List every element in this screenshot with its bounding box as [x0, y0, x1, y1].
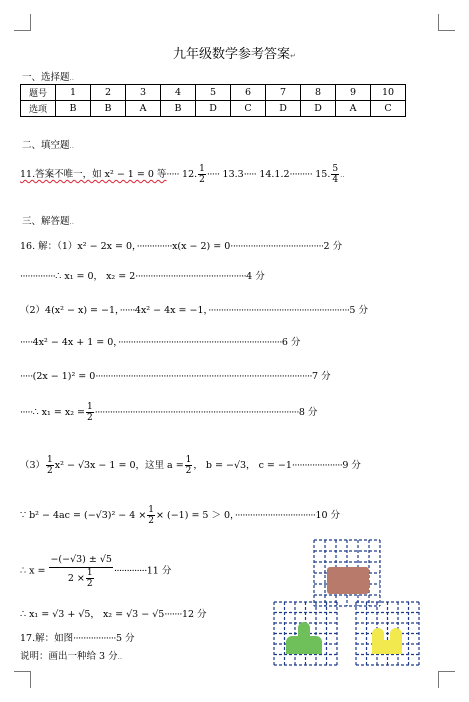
- document-title: 九年级数学参考答案↵: [173, 47, 296, 62]
- equation-text: x² − √3x − 1 = 0，这里 a =: [54, 460, 184, 471]
- fraction: [49, 553, 113, 589]
- fraction: [46, 455, 54, 476]
- q16-line-9: ∴ x = −(−√3) ± √5 2 × $\frac{1}{2}$ ·············11 分: [20, 554, 172, 589]
- equation-text: ∴ x₁ = x₂ =: [32, 407, 85, 418]
- equation-text: （3）: [20, 460, 46, 471]
- table-cell: B: [56, 101, 91, 117]
- equation-text: x(x − 2) = 0: [172, 241, 231, 252]
- fraction-numerator: 1: [199, 164, 205, 174]
- table-cell: D: [196, 101, 231, 117]
- table-cell: 4: [161, 85, 196, 101]
- q17-figure: [270, 536, 450, 666]
- score-text: 6 分: [281, 337, 301, 348]
- q16-line-5: ·····(2x − 1)² = 0······················································································7 分: [20, 371, 331, 382]
- section3-heading: 三、解答题..: [22, 216, 74, 227]
- score-text: 10 分: [315, 510, 341, 521]
- score-text: 5 分: [115, 633, 135, 644]
- fraction-numerator: 5: [332, 164, 339, 174]
- q17-line: 17.解：如图·················5 分: [20, 633, 135, 644]
- fraction-denominator: 4: [332, 175, 339, 185]
- q16-line-3: （2）4(x² − x) = −1，······4x² − 4x = −1，························································5 分: [20, 305, 368, 316]
- fraction-denominator: 2: [199, 175, 205, 185]
- score-text: 8 分: [298, 407, 318, 418]
- q16-line-4: ·····4x² − 4x + 1 = 0，·································································6 分: [20, 337, 301, 348]
- fraction-denominator: 2: [148, 516, 155, 526]
- answer-table-choice-row: [21, 101, 406, 117]
- q12-fraction: [198, 164, 206, 185]
- q16-line-1: 16. 解：（1）x² − 2x = 0，··············x(x − 2) = 0·····································2 分: [20, 241, 343, 252]
- table-cell: 10: [371, 85, 406, 101]
- fill-blank-answers: 11.答案不唯一，如 x² − 1 = 0 等····· 12. $\frac{1}{2}$ ····· 13.3····· 14.1.2········· 15. $\frac{5}{4}$ ..: [20, 164, 345, 185]
- table-cell: 9: [336, 85, 371, 101]
- score-text: 9 分: [342, 460, 361, 471]
- equation-text: ∴ x₁ = 0， x₂ = 2: [55, 271, 136, 282]
- equation-text: ， b = −√3， c = −1: [193, 460, 292, 471]
- fraction: [185, 455, 193, 476]
- score-text: 4 分: [246, 271, 265, 282]
- score-text: 11 分: [146, 565, 172, 577]
- score-text: 7 分: [312, 371, 331, 382]
- table-cell: 2: [91, 85, 126, 101]
- table-cell: 3: [126, 85, 161, 101]
- q16-line-7: （3） $\frac{1}{2}$ x² − √3x − 1 = 0，这里 a = $\frac{1}{2}$ ， b = −√3， c = −1····················9 分: [20, 455, 361, 476]
- table-cell: D: [301, 101, 336, 117]
- section1-heading: 一、选择题..: [22, 72, 74, 83]
- table-cell: 6: [231, 85, 266, 101]
- q11-answer: 11.答案不唯一，如 x² − 1 = 0 等: [20, 169, 167, 180]
- table-cell: A: [126, 101, 161, 117]
- equation-text: 16. 解：（1）x² − 2x = 0，: [20, 241, 137, 252]
- fraction: [86, 402, 94, 423]
- equation-text: 4x² − 4x = −1，: [134, 305, 209, 316]
- q15-label: 15.: [315, 169, 331, 180]
- equation-text: × (−1) = 5 ＞ 0，: [156, 510, 235, 521]
- equation-text: (2x − 1)² = 0: [32, 371, 96, 382]
- table-cell: B: [161, 101, 196, 117]
- q12-label: 12.: [182, 169, 198, 180]
- fraction-denominator: 2: [86, 579, 93, 589]
- table-cell: B: [91, 101, 126, 117]
- score-text: 2 分: [323, 241, 343, 252]
- page-corner-mark: [14, 14, 31, 31]
- equation-text: （2）4(x² − x) = −1，: [20, 305, 120, 316]
- fraction: [86, 568, 94, 589]
- q16-line-8: ∵ b² − 4ac = (−√3)² − 4 × $\frac{1}{2}$ × (−1) = 5 ＞ 0，································10 分: [20, 505, 341, 526]
- fraction-numerator: 1: [86, 568, 93, 578]
- page-corner-mark: [438, 14, 455, 31]
- answer-table-number-row: [21, 85, 406, 101]
- section2-heading: 二、填空题..: [22, 140, 74, 151]
- fraction-denominator: 2: [47, 466, 53, 476]
- fraction-numerator: 1: [47, 455, 53, 465]
- fraction-denominator: 2: [185, 466, 192, 476]
- table-cell: A: [336, 101, 371, 117]
- page-corner-mark: [14, 671, 31, 688]
- fraction-numerator: 1: [148, 505, 155, 515]
- brown-rectangle-shape: [327, 567, 369, 594]
- yellow-shape: [372, 628, 402, 654]
- q15-fraction: [331, 164, 339, 185]
- denominator-text: 2 ×: [67, 573, 85, 584]
- note-line: 说明：画出一种给 3 分..: [20, 651, 123, 662]
- table-cell: D: [266, 101, 301, 117]
- q16-line-2: ··············∴ x₁ = 0， x₂ = 2············································4 分: [20, 271, 265, 282]
- q16-line-6: ·····∴ x₁ = x₂ = $\frac{1}{2}$ ·················································································8 分: [20, 402, 318, 423]
- equation-text: 4x² − 4x + 1 = 0，: [32, 337, 119, 348]
- table-header-cell: 题号: [21, 85, 56, 101]
- green-shape: [286, 622, 322, 654]
- fraction-denominator: 2: [87, 413, 93, 423]
- equation-text: ∵ b² − 4ac = (−√3)² − 4 ×: [20, 510, 147, 521]
- table-cell: 8: [301, 85, 336, 101]
- fraction-denominator: [49, 568, 113, 589]
- table-cell: 1: [56, 85, 91, 101]
- q17-text: 17.解：如图: [20, 633, 74, 644]
- answer-table: [20, 84, 406, 117]
- q13-answer: 13.3: [222, 169, 244, 180]
- equation-text: ∴ x =: [20, 565, 46, 577]
- table-cell: 7: [266, 85, 301, 101]
- fraction: [147, 505, 155, 526]
- grid-bottom-right: [356, 602, 419, 665]
- fraction-numerator: 1: [87, 402, 93, 412]
- equation-text: ∴ x₁ = √3 + √5， x₂ = √3 − √5: [20, 609, 165, 620]
- score-text: 5 分: [349, 305, 368, 316]
- fraction-numerator: −(−√3) ± √5: [49, 553, 113, 568]
- table-header-cell: 选项: [21, 101, 56, 117]
- table-cell: 5: [196, 85, 231, 101]
- q14-answer: 14.1.2: [259, 169, 290, 180]
- table-cell: C: [231, 101, 266, 117]
- table-cell: C: [371, 101, 406, 117]
- note-text: 说明：画出一种给 3 分: [20, 651, 118, 662]
- score-text: 12 分: [181, 609, 207, 620]
- q16-line-10: ∴ x₁ = √3 + √5， x₂ = √3 − √5·······12 分: [20, 609, 207, 620]
- page-corner-mark: [438, 671, 455, 688]
- fraction-numerator: 1: [185, 455, 192, 465]
